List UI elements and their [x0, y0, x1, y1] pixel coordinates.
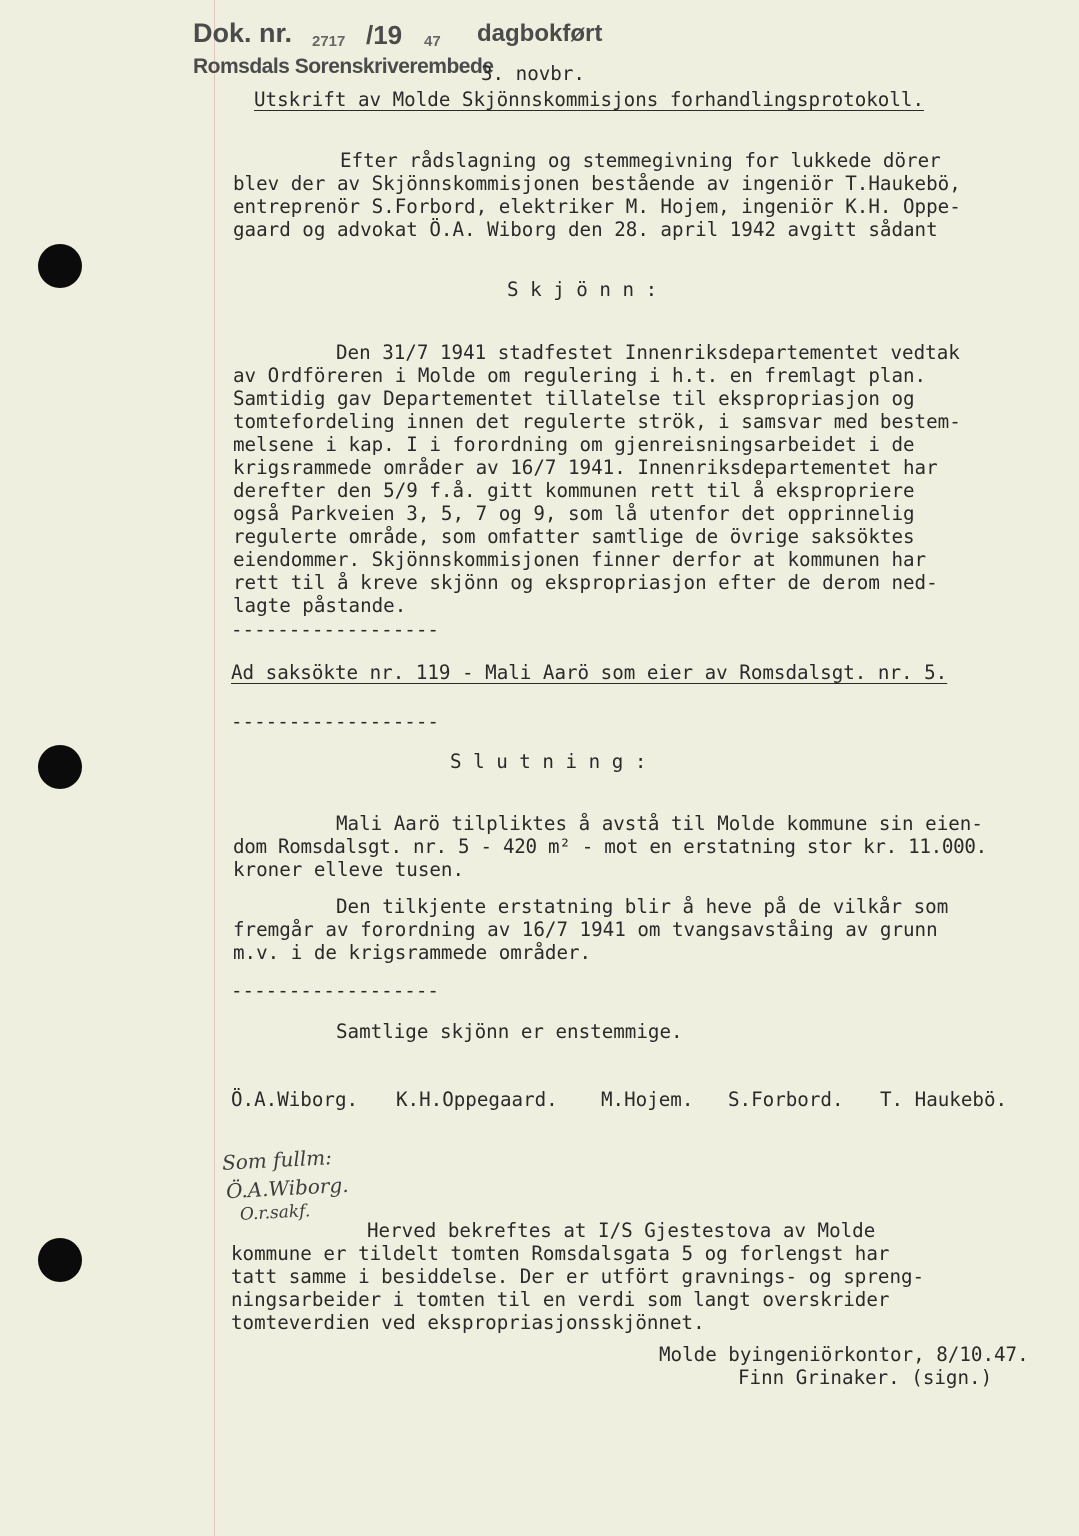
- dok-nr-label: Dok. nr.: [193, 18, 293, 48]
- para4-line: Den tilkjente erstatning blir å heve på de vilkår som: [336, 895, 949, 918]
- signer: Finn Grinaker. (sign.): [738, 1366, 993, 1389]
- para5-line: kommune er tildelt tomten Romsdalsgata 5 og forlengst har: [231, 1242, 890, 1265]
- para3-line: dom Romsdalsgt. nr. 5 - 420 m² - mot en erstatning stor kr. 11.000.: [233, 835, 987, 858]
- signature-name: T. Haukebö.: [880, 1088, 1008, 1111]
- handwritten-note: Som fullm:: [221, 1145, 333, 1175]
- separator-dashes: ------------------: [231, 618, 439, 641]
- para2-line: Den 31/7 1941 stadfestet Innenriksdepartementet vedtak: [336, 341, 960, 364]
- punch-hole-bottom: [38, 1238, 82, 1282]
- dok-number: 2717: [312, 33, 346, 50]
- para3-line: kroner elleve tusen.: [233, 858, 465, 881]
- margin-line: [214, 0, 215, 1536]
- para1-line: Efter rådslagning og stemmegivning for lukkede dörer: [340, 149, 941, 172]
- handwritten-note: Ö.A.Wiborg.: [225, 1172, 350, 1204]
- para5-line: Herved bekreftes at I/S Gjestestova av Molde: [367, 1219, 876, 1242]
- para2-line: rett til å kreve skjönn og ekspropriasjon efter de derom ned-: [233, 571, 938, 594]
- para2-line: krigsrammede områder av 16/7 1941. Innenriksdepartementet har: [233, 456, 938, 479]
- signature-name: M.Hojem.: [601, 1088, 694, 1111]
- para5-line: tatt samme i besiddelse. Der er utfört gravnings- og spreng-: [231, 1265, 925, 1288]
- para5-line: ningsarbeider i tomten til en verdi som langt overskrider: [231, 1288, 890, 1311]
- para2-line: regulerte område, som omfatter samtlige de övrige saksöktes: [233, 525, 915, 548]
- para2-line: også Parkveien 3, 5, 7 og 9, som lå utenfor det opprinnelig: [233, 502, 915, 525]
- heading-slutning: S l u t n i n g :: [450, 750, 647, 773]
- document-title: Utskrift av Molde Skjönnskommisjons forhandlingsprotokoll.: [254, 88, 925, 111]
- place-date: Molde byingeniörkontor, 8/10.47.: [659, 1343, 1029, 1366]
- para2-line: eiendommer. Skjönnskommisjonen finner derfor at kommunen har: [233, 548, 927, 571]
- heading-skjonn: S k j ö n n :: [507, 278, 658, 301]
- year-prefix: /19: [366, 20, 403, 50]
- separator-dashes: ------------------: [231, 979, 439, 1002]
- para3-line: Mali Aarö tilpliktes å avstå til Molde kommune sin eien-: [336, 812, 983, 835]
- signature-name: S.Forbord.: [728, 1088, 844, 1111]
- year-suffix: 47: [424, 33, 441, 50]
- ad-saksokte-line: Ad saksökte nr. 119 - Mali Aarö som eier av Romsdalsgt. nr. 5.: [231, 661, 948, 684]
- para2-line: melsene i kap. I i forordning om gjenreisningsarbeidet i de: [233, 433, 915, 456]
- para1-line: gaard og advokat Ö.A. Wiborg den 28. april 1942 avgitt sådant: [233, 218, 938, 241]
- dagbok-label: dagbokført: [477, 20, 603, 47]
- para4-line: m.v. i de krigsrammede områder.: [233, 941, 592, 964]
- signature-name: K.H.Oppegaard.: [396, 1088, 558, 1111]
- para2-line: derefter den 5/9 f.å. gitt kommunen rett til å ekspropriere: [233, 479, 915, 502]
- unanimous-statement: Samtlige skjönn er enstemmige.: [336, 1020, 683, 1043]
- punch-hole-middle: [38, 745, 82, 789]
- signature-name: Ö.A.Wiborg.: [231, 1088, 359, 1111]
- para5-line: tomteverdien ved ekspropriasjonsskjönnet.: [231, 1311, 705, 1334]
- header-date: 3. novbr.: [481, 62, 585, 85]
- para4-line: fremgår av forordning av 16/7 1941 om tvangsavståing av grunn: [233, 918, 938, 941]
- para1-line: entreprenör S.Forbord, elektriker M. Hojem, ingeniör K.H. Oppe-: [233, 195, 961, 218]
- para2-line: tomtefordeling innen det regulerte strök, i samsvar med bestem-: [233, 410, 961, 433]
- para2-line: lagte påstande.: [233, 594, 407, 617]
- handwritten-note: O.r.sakf.: [239, 1201, 311, 1225]
- office-stamp: Romsdals Sorenskriverembede: [193, 55, 494, 78]
- separator-dashes: ------------------: [231, 710, 439, 733]
- para1-line: blev der av Skjönnskommisjonen bestående av ingeniör T.Haukebö,: [233, 172, 961, 195]
- para2-line: av Ordföreren i Molde om regulering i h.t. en fremlagt plan.: [233, 364, 927, 387]
- punch-hole-top: [38, 244, 82, 288]
- para2-line: Samtidig gav Departementet tillatelse til ekspropriasjon og: [233, 387, 915, 410]
